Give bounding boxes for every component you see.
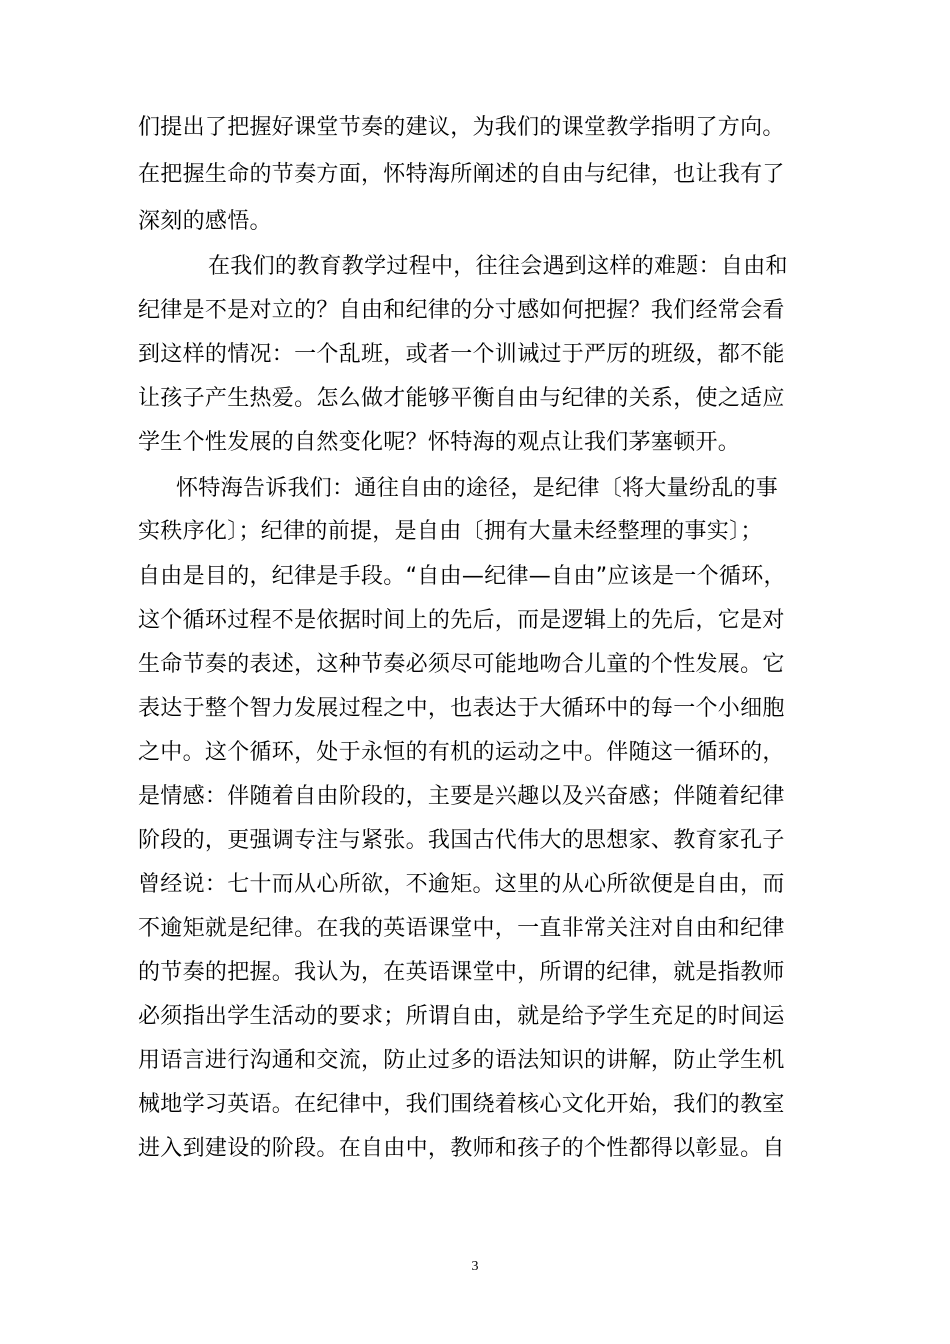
- paragraph-2-line-3: 到这样的情况：一个乱班，或者一个训诫过于严厉的班级，都不能: [138, 342, 785, 367]
- paragraph-1-line-3: 深刻的感悟。: [138, 209, 272, 234]
- paragraph-2-line-1: 在我们的教育教学过程中，往往会遇到这样的难题：自由和: [208, 254, 788, 279]
- paragraph-3-line-6: 表达于整个智力发展过程之中，也表达于大循环中的每一个小细胞: [138, 696, 785, 721]
- paragraph-3-line-5: 生命节奏的表述，这种节奏必须尽可能地吻合儿童的个性发展。它: [138, 652, 785, 677]
- paragraph-2-line-5: 学生个性发展的自然变化呢？怀特海的观点让我们茅塞顿开。: [138, 430, 741, 455]
- paragraph-3-line-1: 怀特海告诉我们：通往自由的途径，是纪律〔将大量纷乱的事: [176, 476, 779, 501]
- page-number: 3: [471, 1259, 479, 1274]
- paragraph-1-line-2: 在把握生命的节奏方面，怀特海所阐述的自由与纪律，也让我有了: [138, 162, 785, 187]
- paragraph-3-line-15: 械地学习英语。在纪律中，我们围绕着核心文化开始，我们的教室: [138, 1092, 785, 1117]
- paragraph-2-line-4: 让孩子产生热爱。怎么做才能够平衡自由与纪律的关系，使之适应: [138, 386, 785, 411]
- paragraph-3-line-10: 曾经说：七十而从心所欲，不逾矩。这里的从心所欲便是自由，而: [138, 872, 785, 897]
- paragraph-3-line-3: 自由是目的，纪律是手段。“自由—纪律—自由”应该是一个循环，: [138, 564, 786, 589]
- paragraph-3-line-16: 进入到建设的阶段。在自由中，教师和孩子的个性都得以彰显。自: [138, 1136, 785, 1161]
- paragraph-3-line-9: 阶段的，更强调专注与紧张。我国古代伟大的思想家、教育家孔子: [138, 828, 785, 853]
- paragraph-3-line-8: 是情感：伴随着自由阶段的，主要是兴趣以及兴奋感；伴随着纪律: [138, 784, 785, 809]
- paragraph-3-line-13: 必须指出学生活动的要求；所谓自由，就是给予学生充足的时间运: [138, 1004, 785, 1029]
- paragraph-3-line-14: 用语言进行沟通和交流，防止过多的语法知识的讲解，防止学生机: [138, 1048, 785, 1073]
- paragraph-3-line-4: 这个循环过程不是依据时间上的先后，而是逻辑上的先后，它是对: [138, 608, 785, 633]
- paragraph-3-line-2: 实秩序化〕；纪律的前提，是自由〔拥有大量未经整理的事实〕；: [138, 519, 763, 544]
- paragraph-1-line-1: 们提出了把握好课堂节奏的建议，为我们的课堂教学指明了方向。: [138, 115, 785, 140]
- paragraph-3-line-7: 之中。这个循环，处于永恒的有机的运动之中。伴随这一循环的，: [138, 740, 785, 765]
- paragraph-3-line-12: 的节奏的把握。我认为，在英语课堂中，所谓的纪律，就是指教师: [138, 960, 785, 985]
- paragraph-2-line-2: 纪律是不是对立的？自由和纪律的分寸感如何把握？我们经常会看: [138, 298, 785, 323]
- paragraph-3-line-11: 不逾矩就是纪律。在我的英语课堂中，一直非常关注对自由和纪律: [138, 916, 785, 941]
